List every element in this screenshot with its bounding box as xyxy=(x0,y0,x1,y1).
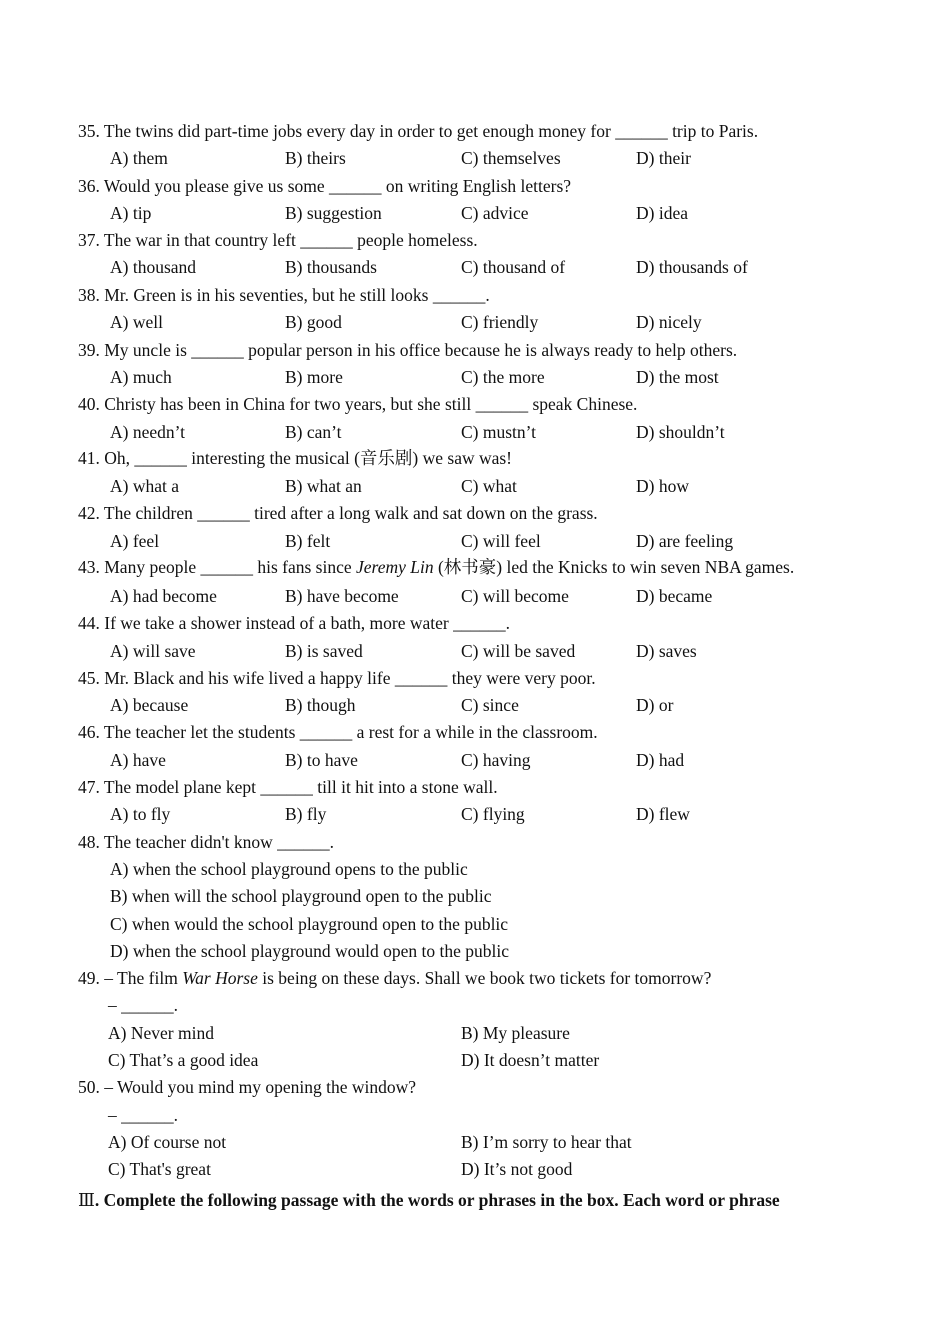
question-41-option-c: C) what xyxy=(461,476,517,496)
question-39-stem: 39. My uncle is ______ popular person in his office because he is always ready to help others. xyxy=(78,340,738,360)
question-48-option-a: A) when the school playground opens to the public xyxy=(110,859,468,879)
question-44-option-a: A) will save xyxy=(110,641,196,661)
question-39-option-b: B) more xyxy=(285,367,343,387)
question-39-option-c: C) the more xyxy=(461,367,545,387)
question-42-stem: 42. The children ______ tired after a long walk and sat down on the grass. xyxy=(78,503,598,523)
question-35-option-a: A) them xyxy=(110,148,168,168)
question-35-option-d: D) their xyxy=(636,148,691,168)
question-40-option-b: B) can’t xyxy=(285,422,342,442)
question-45-option-c: C) since xyxy=(461,695,519,715)
question-43-stem-part-1: 43. Many people ______ his fans since xyxy=(78,557,357,577)
question-41-option-d: D) how xyxy=(636,476,689,496)
question-43-option-b: B) have become xyxy=(285,586,399,606)
question-36-option-a: A) tip xyxy=(110,203,152,223)
question-48-stem: 48. The teacher didn't know ______. xyxy=(78,832,335,852)
question-49-stem-italic: War Horse xyxy=(182,968,258,988)
question-50-option-c: C) That's great xyxy=(108,1159,211,1179)
question-43-stem-italic: Jeremy Lin xyxy=(356,557,434,577)
question-49-stem-part-1: 49. – The film xyxy=(78,968,183,988)
question-39-option-d: D) the most xyxy=(636,367,719,387)
question-39-option-a: A) much xyxy=(110,367,172,387)
question-36-option-d: D) idea xyxy=(636,203,688,223)
question-48-option-c: C) when would the school playground open to the public xyxy=(110,914,509,934)
question-43-stem xyxy=(78,556,794,578)
question-47-option-a: A) to fly xyxy=(110,804,171,824)
question-38-option-a: A) well xyxy=(110,312,163,332)
question-37-option-a: A) thousand xyxy=(110,257,197,277)
question-42-option-d: D) are feeling xyxy=(636,531,734,551)
question-46-option-c: C) having xyxy=(461,750,531,770)
question-46-option-d: D) had xyxy=(636,750,685,770)
question-46-stem: 46. The teacher let the students ______ a rest for a while in the classroom. xyxy=(78,722,598,742)
question-50-stem: 50. – Would you mind my opening the window? xyxy=(78,1077,417,1097)
section-3-instruction: . Complete the following passage with the words or phrases in the box. Each word or phrase xyxy=(94,1190,780,1210)
question-49-option-b: B) My pleasure xyxy=(461,1023,570,1043)
question-41-option-a: A) what a xyxy=(110,476,180,496)
question-38-option-c: C) friendly xyxy=(461,312,539,332)
question-37-option-d: D) thousands of xyxy=(636,257,748,277)
question-36-option-b: B) suggestion xyxy=(285,203,382,223)
question-40-option-c: C) mustn’t xyxy=(461,422,537,442)
question-43-option-a: A) had become xyxy=(110,586,217,606)
question-42-option-b: B) felt xyxy=(285,531,331,551)
question-38-stem: 38. Mr. Green is in his seventies, but he still looks ______. xyxy=(78,285,490,305)
section-3-heading xyxy=(78,1189,878,1211)
question-41-option-b: B) what an xyxy=(285,476,362,496)
question-49-option-d: D) It doesn’t matter xyxy=(461,1050,600,1070)
question-38-option-d: D) nicely xyxy=(636,312,702,332)
question-41-stem: 41. Oh, ______ interesting the musical (音乐剧) we saw was! xyxy=(78,448,513,468)
question-50-option-b: B) I’m sorry to hear that xyxy=(461,1132,632,1152)
question-48-option-d: D) when the school playground would open to the public xyxy=(110,941,510,961)
question-50-option-d: D) It’s not good xyxy=(461,1159,573,1179)
question-35-option-b: B) theirs xyxy=(285,148,346,168)
question-38-option-b: B) good xyxy=(285,312,342,332)
question-49-stem-part-3: is being on these days. Shall we book two tickets for tomorrow? xyxy=(257,968,712,988)
question-37-stem: 37. The war in that country left ______ people homeless. xyxy=(78,230,478,250)
question-47-option-d: D) flew xyxy=(636,804,690,824)
question-49-reply: – ______. xyxy=(108,995,178,1015)
question-48-option-b: B) when will the school playground open to the public xyxy=(110,886,492,906)
question-37-option-b: B) thousands xyxy=(285,257,377,277)
question-40-stem: 40. Christy has been in China for two years, but she still ______ speak Chinese. xyxy=(78,394,638,414)
question-37-option-c: C) thousand of xyxy=(461,257,566,277)
question-50-option-a: A) Of course not xyxy=(108,1132,227,1152)
question-42-option-a: A) feel xyxy=(110,531,160,551)
question-40-option-a: A) needn’t xyxy=(110,422,185,442)
question-40-option-d: D) shouldn’t xyxy=(636,422,725,442)
question-49-option-a: A) Never mind xyxy=(108,1023,214,1043)
question-45-option-d: D) or xyxy=(636,695,674,715)
question-43-option-c: C) will become xyxy=(461,586,569,606)
question-45-stem: 45. Mr. Black and his wife lived a happy life ______ they were very poor. xyxy=(78,668,596,688)
question-44-option-c: C) will be saved xyxy=(461,641,576,661)
question-42-option-c: C) will feel xyxy=(461,531,541,551)
question-49-stem xyxy=(78,967,711,989)
question-46-option-a: A) have xyxy=(110,750,166,770)
question-36-stem: 36. Would you please give us some ______ on writing English letters? xyxy=(78,176,572,196)
question-45-option-b: B) though xyxy=(285,695,356,715)
question-47-option-b: B) fly xyxy=(285,804,327,824)
question-46-option-b: B) to have xyxy=(285,750,358,770)
question-43-option-d: D) became xyxy=(636,586,713,606)
question-35-stem: 35. The twins did part-time jobs every day in order to get enough money for ______ trip to Paris. xyxy=(78,121,759,141)
question-49-option-c: C) That’s a good idea xyxy=(108,1050,259,1070)
question-50-reply: – ______. xyxy=(108,1105,178,1125)
question-44-option-b: B) is saved xyxy=(285,641,363,661)
question-35-option-c: C) themselves xyxy=(461,148,561,168)
question-47-option-c: C) flying xyxy=(461,804,525,824)
section-3-numeral: Ⅲ xyxy=(78,1190,95,1210)
question-36-option-c: C) advice xyxy=(461,203,529,223)
question-43-stem-part-3: (林书豪) led the Knicks to win seven NBA games. xyxy=(433,557,795,577)
question-44-option-d: D) saves xyxy=(636,641,697,661)
question-44-stem: 44. If we take a shower instead of a bath, more water ______. xyxy=(78,613,511,633)
question-45-option-a: A) because xyxy=(110,695,189,715)
question-47-stem: 47. The model plane kept ______ till it hit into a stone wall. xyxy=(78,777,498,797)
